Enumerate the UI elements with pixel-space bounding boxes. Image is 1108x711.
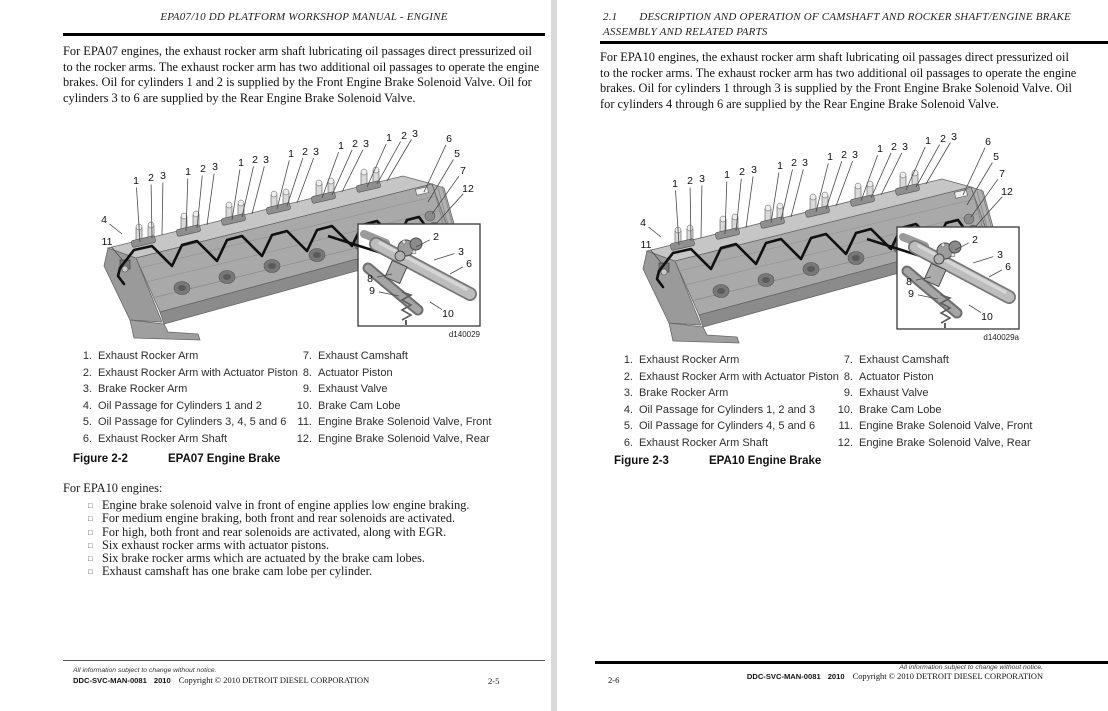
callout-number: 3 [802, 157, 808, 169]
callout-leader-line [746, 176, 753, 228]
callout-leader-line [781, 169, 793, 220]
callout-number: 1 [386, 132, 392, 144]
callout-leader-line [649, 227, 662, 237]
callout-number: 3 [313, 146, 319, 158]
callout-leader-line [162, 183, 163, 236]
legend-item: 2. Exhaust Rocker Arm with Actuator Piston [623, 370, 839, 383]
callout-number: 1 [238, 157, 244, 169]
callout-number: 6 [1005, 261, 1011, 273]
page-2-5 [0, 0, 551, 711]
legend-item: 7. Exhaust Camshaft [843, 354, 949, 366]
callout-number: 1 [925, 135, 931, 147]
legend-item: 10. Brake Cam Lobe [296, 399, 401, 412]
callout-number: 11 [640, 239, 652, 251]
callout-number: 3 [212, 161, 218, 173]
legend-item: 8. Actuator Piston [843, 370, 934, 383]
doc-id: DDC-SVC-MAN-0081 [73, 676, 147, 685]
section-number: 2.1 [603, 11, 618, 23]
legend-item: 9. Exhaust Valve [843, 387, 929, 399]
legend-item: 4. Oil Passage for Cylinders 1, 2 and 3 [623, 403, 816, 416]
copyright-text: Copyright © 2010 DETROIT DIESEL CORPORATION [178, 676, 370, 685]
callout-number: 3 [363, 138, 369, 150]
callout-number: 2 [148, 172, 154, 184]
legend-column-1 [72, 348, 297, 447]
callout-number: 6 [446, 133, 452, 145]
square-bullet-icon: □ [88, 567, 93, 577]
legend-item: 7. Exhaust Camshaft [302, 350, 408, 362]
callout-number: 5 [454, 148, 460, 160]
callout-number: 1 [288, 148, 294, 160]
callout-number: 3 [951, 131, 957, 143]
epa10-bullet-list [88, 499, 548, 579]
callout-number: 2 [302, 146, 308, 158]
footer-notice: All information subject to change without notice. [899, 664, 1043, 671]
callout-number: 8 [367, 273, 373, 285]
callout-number: 2 [841, 149, 847, 161]
callout-number: 2 [791, 157, 797, 169]
callout-number: 2 [739, 166, 745, 178]
callout-leader-line [871, 153, 891, 198]
legend-item: 1. Exhaust Rocker Arm [82, 350, 199, 362]
legend-item: 12. Engine Brake Solenoid Valve, Rear [837, 436, 1031, 449]
figure-2-3-area [557, 119, 1108, 357]
figure-title: EPA10 Engine Brake [709, 455, 822, 467]
callout-number: 3 [997, 249, 1003, 261]
callout-number: 10 [442, 308, 454, 320]
bullet-item: □ For high, both front and rear solenoids are activated, along with EGR. [88, 524, 447, 539]
callout-number: 3 [852, 149, 858, 161]
callout-number: 9 [908, 288, 914, 300]
doc-year: 2010 [153, 676, 171, 685]
callout-leader-line [791, 169, 803, 217]
callout-number: 1 [133, 175, 139, 187]
legend-column-1 [613, 352, 838, 451]
callout-leader-line [736, 179, 741, 232]
callout-number: 7 [460, 165, 466, 177]
footer-credit-line [73, 676, 369, 685]
bullet-item: □ For medium engine braking, both front and rear solenoids are activated. [88, 511, 456, 526]
callout-number: 3 [902, 141, 908, 153]
legend-item: 3. Brake Rocker Arm [82, 383, 188, 395]
callout-leader-line [297, 158, 314, 203]
epa10-heading: For EPA10 engines: [63, 481, 163, 495]
legend-item: 11. Engine Brake Solenoid Valve, Front [838, 420, 1033, 432]
callout-number: 3 [412, 128, 418, 140]
image-code-label: d140029a [983, 333, 1019, 342]
callout-number: 4 [101, 214, 107, 226]
legend-item: 5. Oil Passage for Cylinders 4, 5 and 6 [623, 420, 816, 432]
image-code-label: d140029 [448, 330, 480, 339]
callout-number: 5 [993, 151, 999, 163]
footer-rule [63, 660, 545, 661]
callout-number: 3 [751, 164, 757, 176]
legend-column-2 [292, 348, 542, 447]
legend-item: 1. Exhaust Rocker Arm [623, 354, 740, 366]
legend-item: 6. Exhaust Rocker Arm Shaft [82, 432, 227, 445]
callout-number: 3 [160, 170, 166, 182]
body-paragraph: For EPA10 engines, the exhaust rocker arm shaft lubricating oil passages direct pressurized oil to the rocker arms. The exhaust rocker arm has two additional oil passages to operate the engine brakes. Oil for cylinders 1 through 3 is supplied by the Front Engine Brake Solenoid Valve. Oil for cylinders 4 through 6 are supplied by the Rear Engine Brake Solenoid Valve. [600, 50, 1077, 111]
page-number: 2-5 [488, 676, 500, 686]
callout-number: 2 [401, 130, 407, 142]
bullet-item: □ Exhaust camshaft has one brake cam lobe per cylinder. [88, 564, 373, 579]
figure-caption [73, 453, 280, 465]
callout-number: 3 [699, 173, 705, 185]
callout-number: 6 [466, 258, 472, 270]
callout-number: 1 [827, 151, 833, 163]
bullet-item: □ Six brake rocker arms which are actuated by the brake cam lobes. [88, 551, 425, 566]
callout-leader-line [287, 158, 303, 206]
legend-item: 2. Exhaust Rocker Arm with Actuator Piston [82, 366, 298, 379]
callout-leader-line [332, 150, 352, 195]
callout-leader-line [701, 186, 702, 239]
doc-year: 2010 [827, 672, 845, 681]
callout-number: 3 [263, 154, 269, 166]
callout-number: 2 [252, 154, 258, 166]
callout-number: 12 [1001, 186, 1013, 198]
callout-leader-line [197, 176, 202, 229]
page-2-6 [557, 0, 1108, 711]
callout-number: 3 [458, 246, 464, 258]
callout-number: 1 [724, 169, 730, 181]
square-bullet-icon: □ [88, 527, 93, 537]
engine-brake-diagram [617, 119, 1037, 351]
running-header: EPA07/10 DD PLATFORM WORKSHOP MANUAL - ENGINE [160, 11, 448, 23]
callout-leader-line [110, 224, 123, 234]
legend-item: 3. Brake Rocker Arm [623, 387, 729, 399]
figure-title: EPA07 Engine Brake [168, 453, 281, 465]
figure-label: Figure 2-2 [73, 453, 128, 465]
callout-number: 6 [985, 136, 991, 148]
header-rule [600, 41, 1108, 44]
header-rule [63, 33, 545, 36]
callout-number: 1 [185, 166, 191, 178]
callout-leader-line [836, 161, 853, 206]
square-bullet-icon: □ [88, 554, 93, 564]
callout-number: 1 [338, 140, 344, 152]
callout-number: 2 [891, 141, 897, 153]
callout-number: 2 [433, 231, 439, 243]
square-bullet-icon: □ [88, 514, 93, 524]
bullet-item: □ Engine brake solenoid valve in front of engine applies low engine braking. [88, 498, 470, 512]
body-paragraph: For EPA07 engines, the exhaust rocker arm shaft lubricating oil passages direct pressurized oil to the rocker arms. The exhaust rocker arm has two additional oil passages to operate the engine brakes. Oil for cylinders 1 and 2 is supplied by the Front Engine Brake Solenoid Valve. Oil for cylinders 3 to 6 are supplied by the Rear Engine Brake Solenoid Valve. [63, 44, 540, 105]
callout-number: 2 [972, 234, 978, 246]
callout-leader-line [242, 166, 254, 217]
doc-id: DDC-SVC-MAN-0081 [746, 672, 821, 681]
bullet-item: □ Six exhaust rocker arms with actuator pistons. [88, 537, 330, 552]
legend-item: 5. Oil Passage for Cylinders 3, 4, 5 and 6 [82, 416, 287, 428]
callout-number: 9 [369, 285, 375, 297]
callout-leader-line [252, 166, 264, 214]
callout-number: 8 [906, 276, 912, 288]
legend-item: 4. Oil Passage for Cylinders 1 and 2 [82, 399, 262, 412]
square-bullet-icon: □ [88, 501, 93, 510]
legend-item: 9. Exhaust Valve [302, 383, 388, 395]
legend-item: 11. Engine Brake Solenoid Valve, Front [297, 416, 492, 428]
footer-credit-block [747, 664, 1043, 681]
footer-credit-line [747, 672, 1043, 681]
page-number: 2-6 [608, 675, 620, 685]
legend-item: 10. Brake Cam Lobe [837, 403, 942, 416]
figure-caption [614, 455, 821, 467]
footer-notice: All information subject to change without notice. [73, 667, 217, 674]
copyright-text: Copyright © 2010 DETROIT DIESEL CORPORATION [852, 672, 1043, 681]
callout-leader-line [826, 161, 842, 209]
legend-column-2 [833, 352, 1083, 451]
section-title: DESCRIPTION AND OPERATION OF CAMSHAFT AND ROCKER SHAFT/ENGINE BRAKE ASSEMBLY AND RELATED PARTS [603, 11, 1071, 38]
callout-number: 1 [877, 143, 883, 155]
callout-number: 12 [462, 183, 474, 195]
callout-number: 4 [640, 217, 646, 229]
callout-leader-line [207, 173, 214, 225]
figure-2-2-area [0, 116, 551, 354]
callout-number: 1 [777, 160, 783, 172]
callout-number: 2 [940, 133, 946, 145]
callout-number: 10 [981, 311, 993, 323]
square-bullet-icon: □ [88, 540, 93, 550]
legend-item: 8. Actuator Piston [302, 366, 393, 379]
callout-number: 7 [999, 168, 1005, 180]
callout-number: 2 [687, 175, 693, 187]
section-header [603, 10, 1095, 39]
callout-number: 2 [352, 138, 358, 150]
callout-number: 1 [672, 178, 678, 190]
engine-brake-diagram [78, 116, 498, 348]
legend-item: 12. Engine Brake Solenoid Valve, Rear [296, 432, 490, 445]
legend-item: 6. Exhaust Rocker Arm Shaft [623, 436, 768, 449]
callout-number: 2 [200, 163, 206, 175]
figure-label: Figure 2-3 [614, 455, 669, 467]
callout-number: 11 [101, 236, 113, 248]
